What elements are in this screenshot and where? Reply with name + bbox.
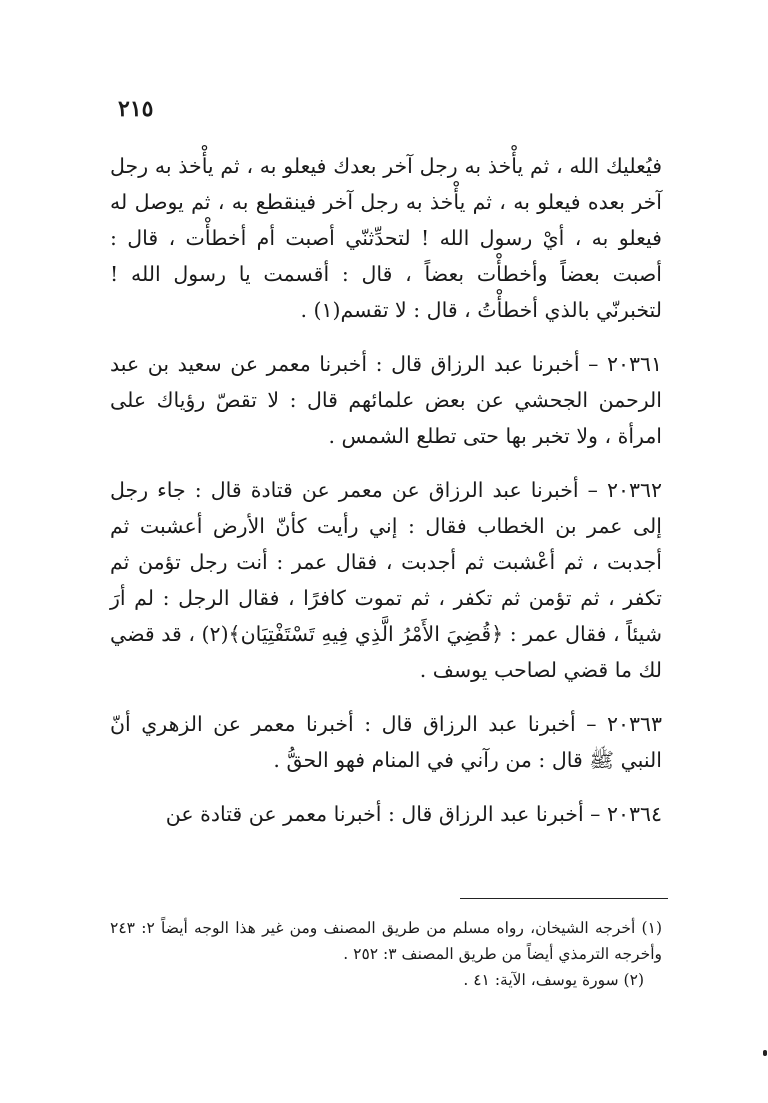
paragraph-continuation: فيُعليك الله ، ثم يأْخذ به رجل آخر بعدك فيعلو به ، ثم يأْخذ به رجل آخر بعده فيعلو به ، ثم يأْخذ به رجل آخر فينقطع به ، ثم يوصل له فيعلو به ، أيْ رسول الله ! لتحدِّثنّي أصبت أم أخطأْت ، قال : أصبت بعضاً وأخطأْت بعضاً ، قال : أقسمت يا رسول الله ! لتخبرنّي بالذي أخطأْتُ ، قال : لا تقسم(١) .	[110, 154, 662, 322]
footnote-2: (٢) سورة يوسف، الآية: ٤١ .	[463, 971, 644, 989]
hadith-20361: ٢٠٣٦١ – أخبرنا عبد الرزاق قال : أخبرنا معمر عن سعيد بن عبد الرحمن الجحشي عن بعض علمائهم قال : لا تقصّ رؤياك على امرأة ، ولا تخبر بها حتى تطلع الشمس .	[110, 352, 662, 448]
hadith-20362: ٢٠٣٦٢ – أخبرنا عبد الرزاق عن معمر عن قتادة قال : جاء رجل إلى عمر بن الخطاب فقال : إني رأيت كأنّ الأرض أعشبت ثم أجدبت ، ثم أعْشبت ثم أجدبت ، فقال عمر : أنت رجل تؤمن ثم تكفر ، ثم تؤمن ثم تكفر ، ثم تموت كافرًا ، فقال الرجل : لم أرَ شيئاً ، فقال عمر : ﴿قُضِيَ الأَمْرُ الَّذِي فِيهِ تَسْتَفْتِيَان﴾(٢) ، قد قضي لك ما قضي لصاحب يوسف .	[110, 478, 662, 682]
hadith-20364: ٢٠٣٦٤ – أخبرنا عبد الرزاق قال : أخبرنا معمر عن قتادة عن	[165, 802, 662, 826]
footnote-separator	[460, 898, 668, 899]
main-text	[110, 148, 662, 850]
footnotes	[110, 915, 662, 993]
hadith-20363: ٢٠٣٦٣ – أخبرنا عبد الرزاق قال : أخبرنا معمر عن الزهري أنّ النبي ﷺ قال : من رآني في المنام فهو الحقُّ .	[110, 712, 662, 772]
page-number: ٢١٥	[118, 96, 154, 122]
footnote-1: (١) أخرجه الشيخان، رواه مسلم من طريق المصنف ومن غير هذا الوجه أيضاً ٢: ٢٤٣ وأخرجه الترمذي أيضاً من طريق المصنف ٣: ٢٥٢ .	[110, 919, 662, 963]
scan-mark	[763, 1050, 767, 1056]
